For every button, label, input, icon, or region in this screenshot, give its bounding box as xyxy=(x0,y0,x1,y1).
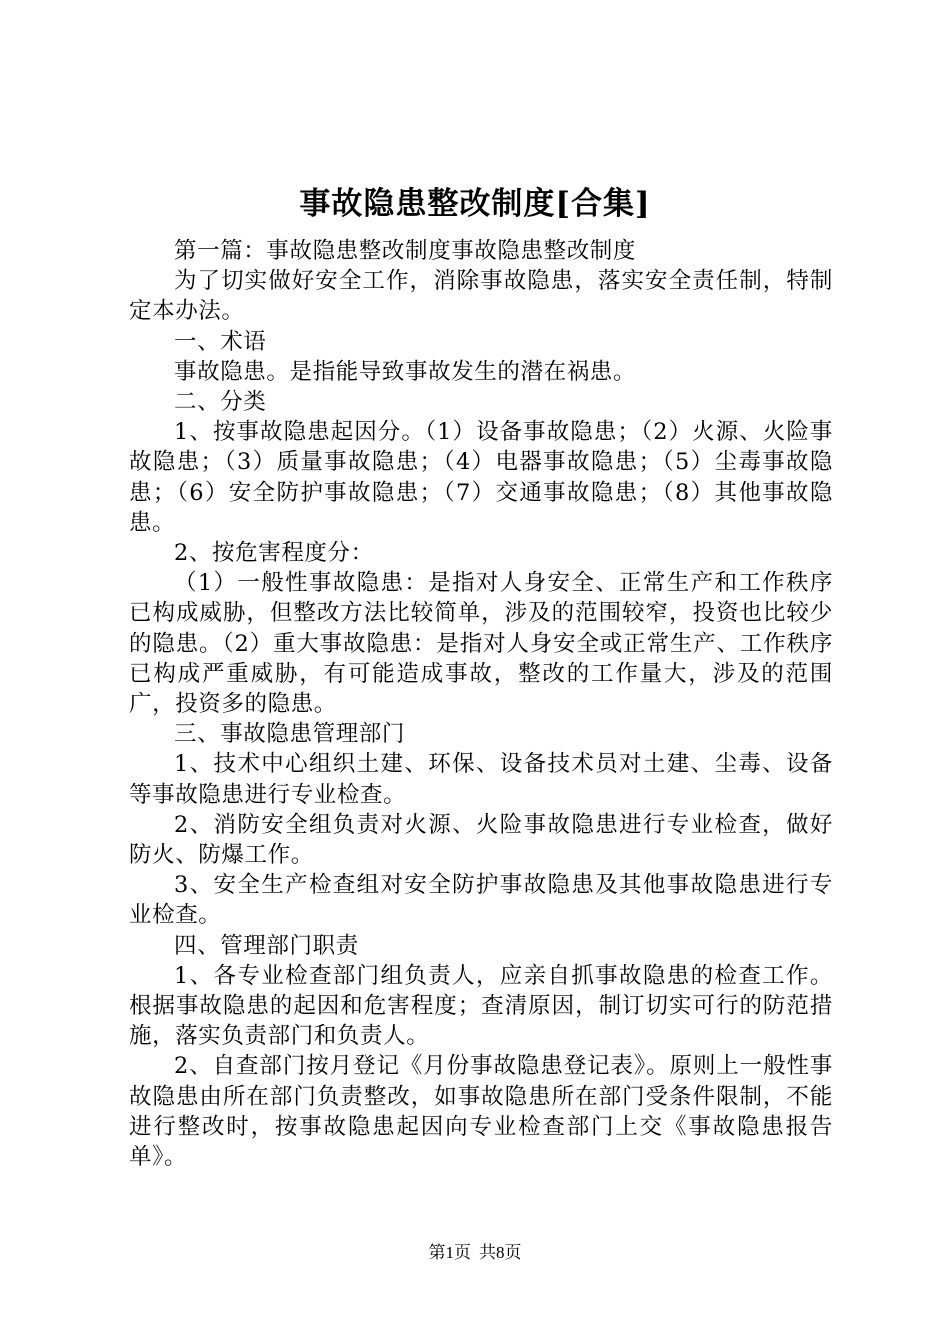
section-heading-classification: 二、分类 xyxy=(174,389,267,416)
paragraph-safety-inspection: 3、安全生产检查组对安全防护事故隐患及其他事故隐患进行专业检查。 xyxy=(129,872,833,929)
page-footer xyxy=(0,1241,950,1265)
paragraph-by-cause: 1、按事故隐患起因分。（1）设备事故隐患；（2）火源、火险事故隐患；（3）质量事故隐患；（4）电器事故隐患；（5）尘毒事故隐患；（6）安全防护事故隐患；（7）交通事故隐患；（8）其他事故隐患。 xyxy=(129,419,833,536)
paragraph-duty-1: 1、各专业检查部门组负责人，应亲自抓事故隐患的检查工作。根据事故隐患的起因和危害程度；查清原因，制订切实可行的防范措施，落实负责部门和负责人。 xyxy=(129,962,833,1050)
paragraph-fire-safety: 2、消防安全组负责对火源、火险事故隐患进行专业检查，做好防火、防爆工作。 xyxy=(129,811,833,869)
page-total: 共8页 xyxy=(479,1243,522,1262)
paragraph-duty-2: 2、自查部门按月登记《月份事故隐患登记表》。原则上一般性事故隐患由所在部门负责整改，如事故隐患所在部门受条件限制，不能进行整改时，按事故隐患起因向专业检查部门上交《事故隐患报告单》。 xyxy=(129,1053,833,1171)
paragraph-chapter-heading: 第一篇：事故隐患整改制度事故隐患整改制度 xyxy=(174,238,637,264)
document-body xyxy=(129,236,833,1172)
paragraph-by-severity-heading: 2、按危害程度分： xyxy=(174,540,374,567)
paragraph-tech-center: 1、技术中心组织土建、环保、设备技术员对土建、尘毒、设备等事故隐患进行专业检查。 xyxy=(129,751,833,808)
document-title: 事故隐患整改制度[合集] xyxy=(299,186,651,222)
section-heading-duties: 四、管理部门职责 xyxy=(174,932,359,959)
page-number: 第1页 xyxy=(428,1243,471,1262)
paragraph-severity-detail: （1）一般性事故隐患：是指对人身安全、正常生产和工作秩序已构成威胁，但整改方法比较简单，涉及的范围较窄，投资也比较少的隐患。（2）重大事故隐患：是指对人身安全或正常生产、工作秩序已构成严重威胁，有可能造成事故，整改的工作量大，涉及的范围广，投资多的隐患。 xyxy=(129,570,833,718)
paragraph-definition: 事故隐患。是指能导致事故发生的潜在祸患。 xyxy=(174,358,637,385)
paragraph-intro: 为了切实做好安全工作，消除事故隐患，落实安全责任制，特制定本办法。 xyxy=(129,268,833,325)
section-heading-terms: 一、术语 xyxy=(174,328,267,355)
section-heading-departments: 三、事故隐患管理部门 xyxy=(174,721,406,748)
